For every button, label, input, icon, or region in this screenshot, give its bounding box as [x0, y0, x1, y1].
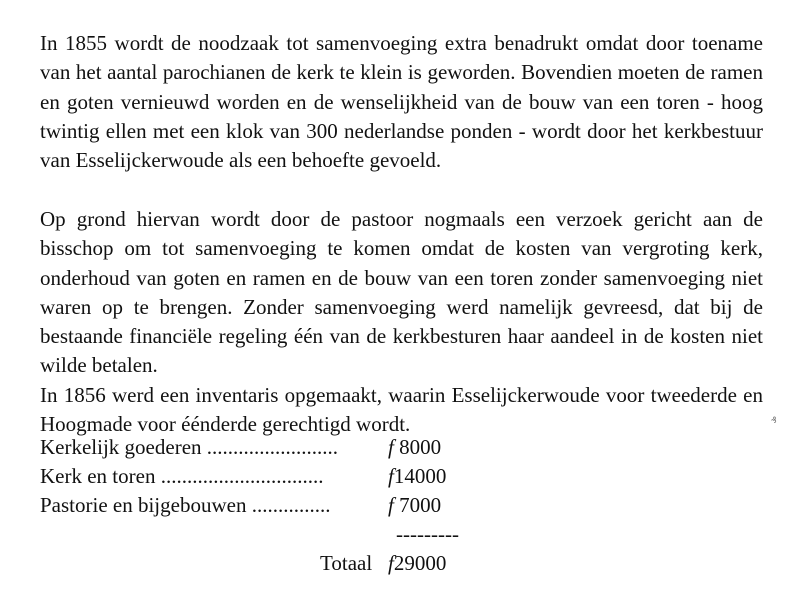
- sum-separator: ---------: [396, 522, 459, 546]
- inventory-item-amount: [388, 491, 468, 520]
- currency-symbol: f: [388, 464, 394, 488]
- total-amount: [388, 549, 468, 578]
- inventory-row: [40, 491, 480, 520]
- paragraph-1855: In 1855 wordt de noodzaak tot samenvoeging extra benadrukt omdat door toename van het aantal parochianen de kerk te klein is geworden. Bovendien moeten de ramen en goten vernieuwd worden en de wenselijkheid van de bouw van een toren - hoog twintig ellen met een klok van 300 nederlandse ponden - wordt door het kerkbestuur van Esselijckerwoude als een behoefte gevoeld.: [40, 31, 763, 173]
- inventory-row: [40, 433, 480, 462]
- inventory-list: [40, 433, 480, 578]
- amount-value: 29000: [393, 551, 447, 575]
- currency-symbol: f: [388, 435, 394, 459]
- inventory-item-amount: [388, 433, 468, 462]
- inventory-item-label: Kerkelijk goederen .........................: [40, 435, 339, 459]
- inventory-item-label: Pastorie en bijgebouwen ...............: [40, 493, 331, 517]
- inventory-item-label: Kerk en toren ...............................: [40, 464, 324, 488]
- currency-symbol: f: [388, 551, 394, 575]
- inventory-total-row: [40, 549, 480, 578]
- amount-value: 14000: [393, 464, 447, 488]
- margin-mark: ₰: [771, 416, 777, 426]
- amount-value: 8000: [393, 435, 442, 459]
- paragraph-request-bishop: Op grond hiervan wordt door de pastoor nogmaals een verzoek gericht aan de bisschop om tot samenvoeging te komen omdat de kosten van vergroting kerk, onderhoud van goten en ramen en de bouw van een toren zonder samenvoeging niet waren op te brengen. Zonder samenvoeging werd namelijk gevreesd, dat bij de bestaande financiële regeling één van de kerkbesturen haar aandeel in de kosten niet wilde betalen.: [40, 207, 763, 378]
- inventory-item-amount: [388, 462, 468, 491]
- inventory-separator-row: [40, 520, 480, 549]
- total-label: Totaal: [320, 551, 373, 575]
- inventory-row: [40, 462, 480, 491]
- currency-symbol: f: [388, 493, 394, 517]
- amount-value: 7000: [393, 493, 442, 517]
- paragraph-1856-inventory: In 1856 werd een inventaris opgemaakt, waarin Esselijckerwoude voor tweederde en Hoogmade voor éénderde gerechtigd wordt.: [40, 383, 763, 437]
